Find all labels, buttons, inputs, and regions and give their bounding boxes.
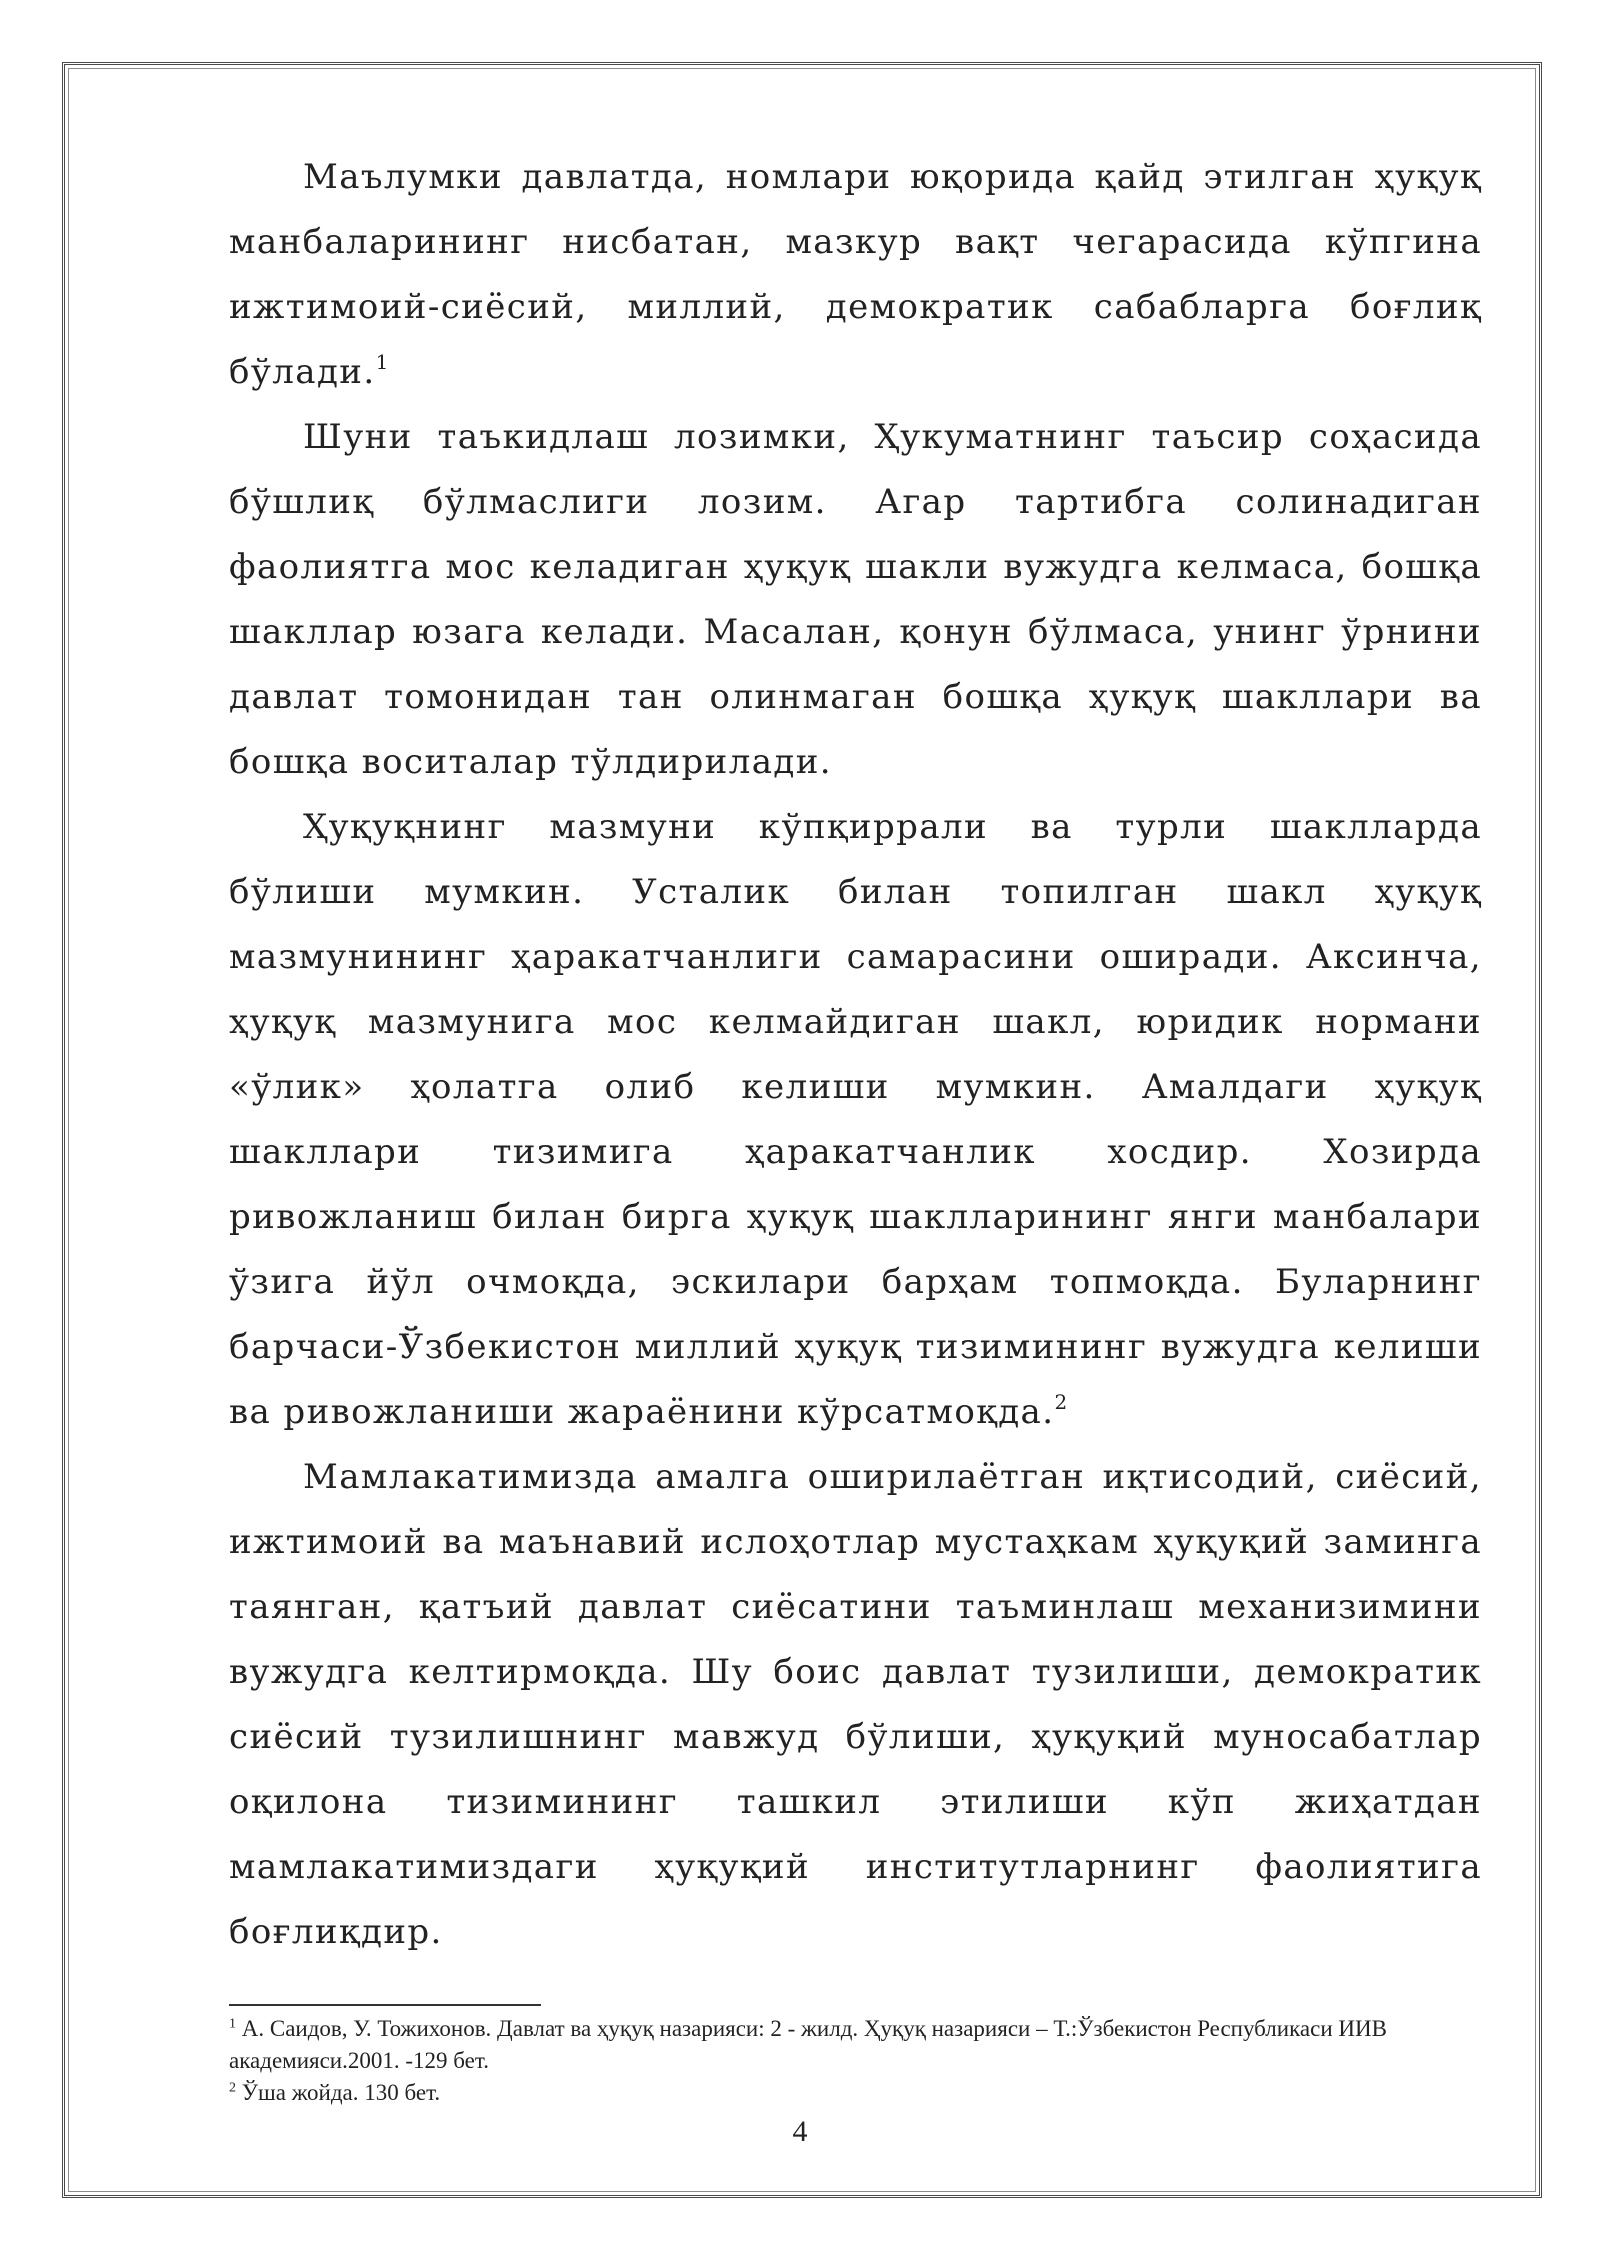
footnote-text: Ўша жойда. 130 бет. (236, 2080, 441, 2105)
footnote-1 (229, 2013, 1482, 2077)
paragraph-text: Маълумки давлатда, номлари юқорида қайд этилган ҳуқуқ манбаларининг нисбатан, мазкур вақт чегарасида кўпгина ижтимоий-сиёсий, миллий, демократик сабабларга боғлиқ бўлади. (229, 157, 1482, 392)
footnote-text: А. Саидов, У. Тожихонов. Давлат ва ҳуқуқ назарияси: 2 - жилд. Ҳуқуқ назарияси – Т.:Ўзбекистон Республикаси ИИВ академияси.2001. -129 бет. (229, 2016, 1387, 2073)
paragraph-text: Мамлакатимизда амалга оширилаётган иқтисодий, сиёсий, ижтимоий ва маънавий ислоҳотлар мустаҳкам ҳуқуқий заминга таянган, қатъий давлат сиёсатини таъминлаш механизимини вужудга келтирмоқда. Шу боис давлат тузилиши, демократик сиёсий тузилишнинг мавжуд бўлиши, ҳуқуқий муносабатлар оқилона тизимининг ташкил этилиши кўп жиҳатдан мамлакатимиздаги ҳуқуқий институтларнинг фаолиятига боғлиқдир. (229, 1457, 1482, 1952)
paragraph-4 (229, 1445, 1482, 1965)
footnote-reference[interactable]: 1 (375, 349, 390, 374)
paragraph-3 (229, 795, 1482, 1445)
footnotes (229, 2013, 1482, 2109)
footnote-mark: 2 (229, 2080, 236, 2096)
paragraph-text: Ҳуқуқнинг мазмуни кўпқиррали ва турли шаклларда бўлиши мумкин. Усталик билан топилган шакл ҳуқуқ мазмунининг ҳаракатчанлиги самарасини оширади. Аксинча, ҳуқуқ мазмунига мос келмайдиган шакл, юридик нормани «ўлик» ҳолатга олиб келиши мумкин. Амалдаги ҳуқуқ шакллари тизимига ҳаракатчанлик хосдир. Хозирда ривожланиш билан бирга ҳуқуқ шаклларининг янги манбалари ўзига йўл очмоқда, эскилари барҳам топмоқда. Буларнинг барчаси-Ўзбекистон миллий ҳуқуқ тизимининг вужудга келиши ва ривожланиши жараёнини кўрсатмоқда. (229, 807, 1482, 1432)
document-body (229, 145, 1482, 1965)
footnote-separator (229, 2004, 541, 2006)
footnote-reference[interactable]: 2 (1054, 1389, 1069, 1414)
footnote-mark: 1 (229, 2016, 236, 2032)
paragraph-text: Шуни таъкидлаш лозимки, Ҳукуматнинг таъсир соҳасида бўшлиқ бўлмаслиги лозим. Агар тартибга солинадиган фаолиятга мос келадиган ҳуқуқ шакли вужудга келмаса, бошқа шакллар юзага келади. Масалан, қонун бўлмаса, унинг ўрнини давлат томонидан тан олинмаган бошқа ҳуқуқ шакллари ва бошқа воситалар тўлдирилади. (229, 417, 1482, 782)
paragraph-1 (229, 145, 1482, 405)
footnote-2 (229, 2077, 1482, 2109)
page-number: 4 (792, 2115, 808, 2148)
paragraph-2 (229, 405, 1482, 795)
